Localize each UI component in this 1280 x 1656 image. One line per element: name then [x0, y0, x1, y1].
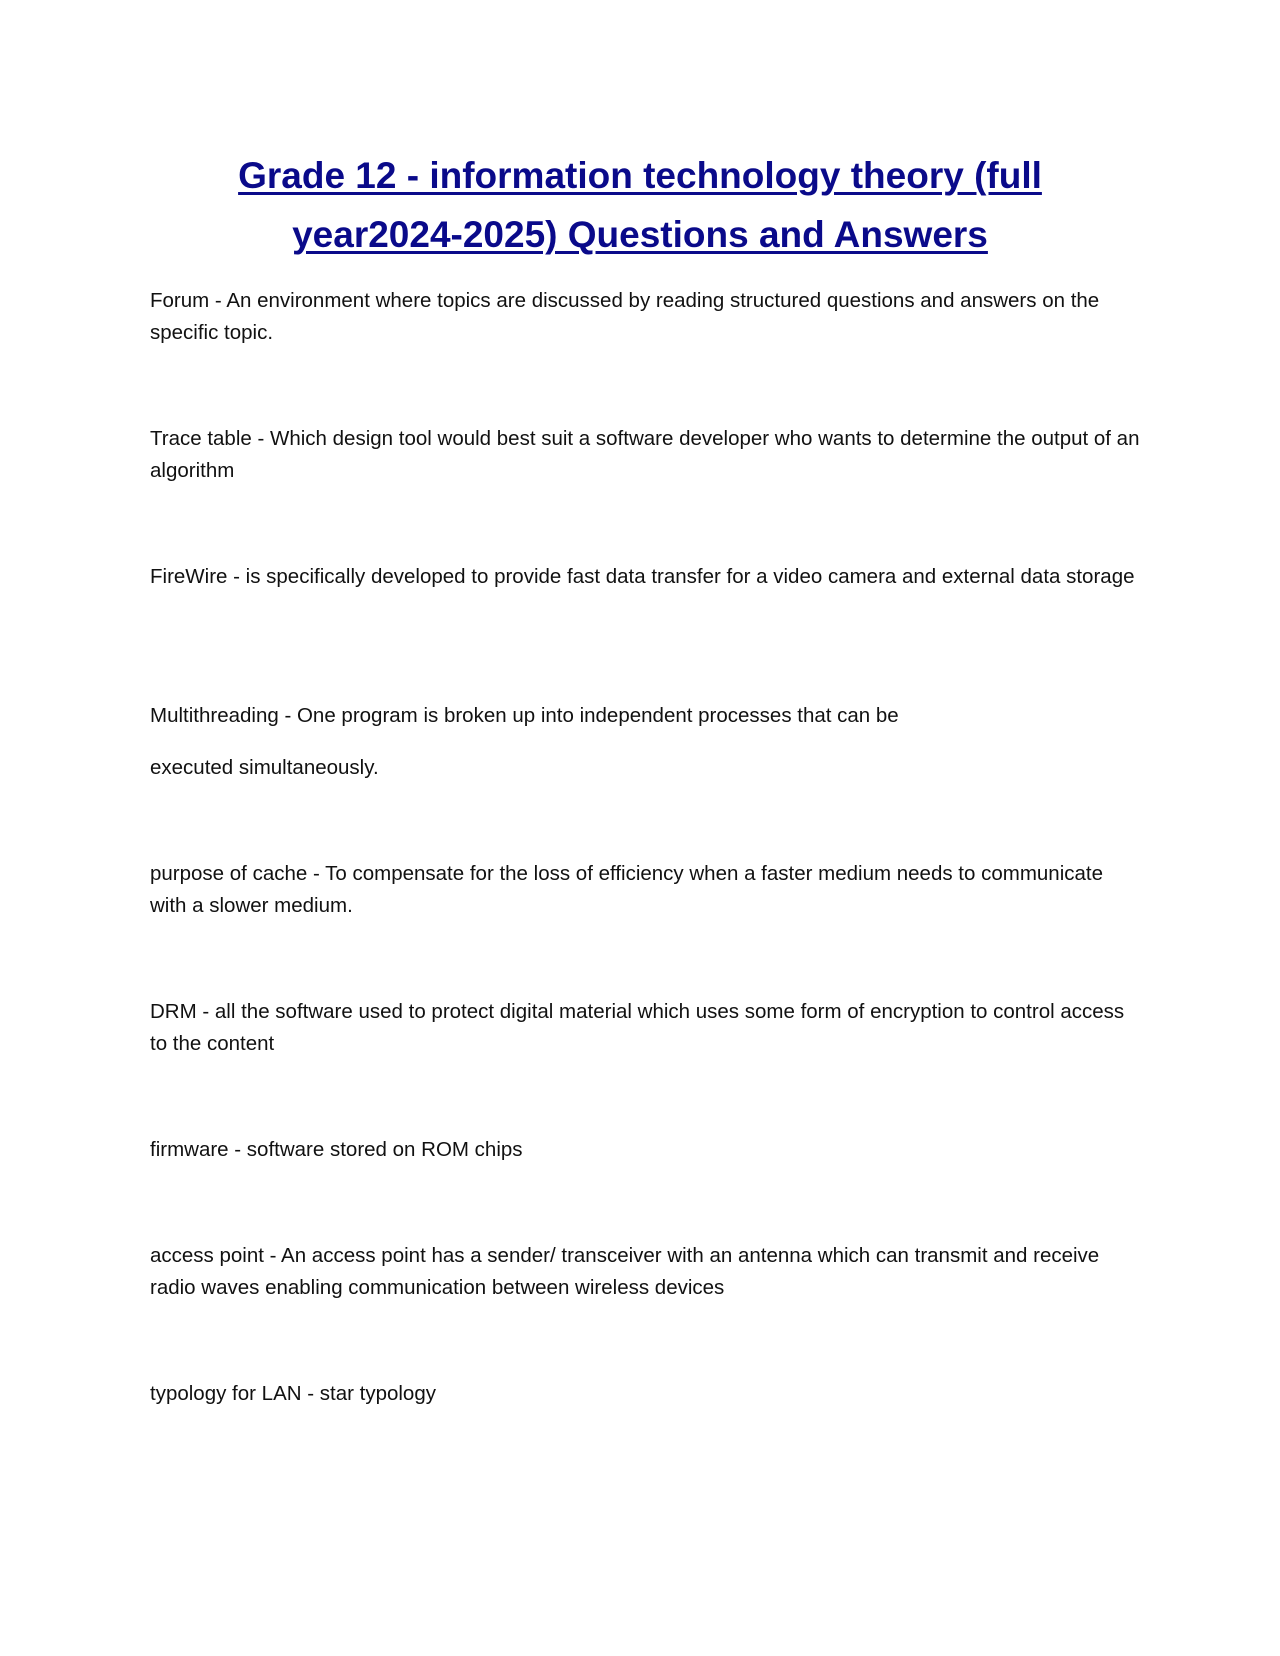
title-line-1[interactable]: Grade 12 - information technology theory (full	[238, 155, 1042, 196]
entry-multithreading-continued: executed simultaneously.	[150, 756, 379, 779]
entry-drm: DRM - all the software used to protect digital material which uses some form of encryption to control access to the content	[150, 1000, 1125, 1055]
entry-forum: Forum - An environment where topics are discussed by reading structured questions and answers on the specific topic.	[150, 289, 1100, 344]
entry-access-point: access point - An access point has a sender/ transceiver with an antenna which can transmit and receive radio waves enabling communication between wireless devices	[150, 1244, 1100, 1299]
document-title-link[interactable]	[140, 146, 1140, 264]
title-line-2[interactable]: year2024-2025) Questions and Answers	[292, 214, 988, 255]
entry-firmware: firmware - software stored on ROM chips	[150, 1138, 523, 1161]
entry-multithreading: Multithreading - One program is broken up into independent processes that can be	[150, 704, 899, 727]
entry-purpose-of-cache: purpose of cache - To compensate for the loss of efficiency when a faster medium needs to communicate with a slower medium.	[150, 862, 1103, 917]
entry-typology-for-lan: typology for LAN - star typology	[150, 1382, 436, 1405]
entry-trace-table: Trace table - Which design tool would best suit a software developer who wants to determine the output of an algorithm	[150, 427, 1140, 482]
entry-firewire: FireWire - is specifically developed to provide fast data transfer for a video camera and external data storage	[150, 565, 1135, 588]
